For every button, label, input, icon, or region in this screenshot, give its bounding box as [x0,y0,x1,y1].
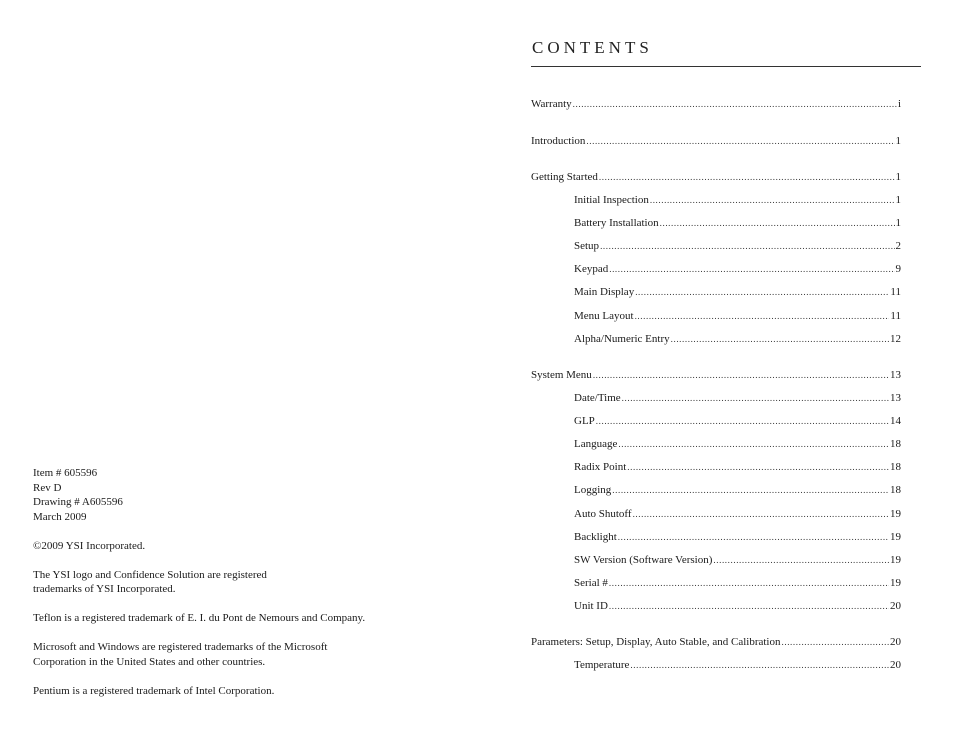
toc-entry-label: Date/Time [574,392,621,404]
toc-entry-label: Parameters: Setup, Display, Auto Stable, and Calibration [531,636,781,648]
contents-heading: CONTENTS [532,38,653,57]
toc-entry[interactable] [574,310,901,324]
toc-dot-leader [622,393,889,403]
toc-dot-leader [573,99,897,109]
document-info [33,466,433,524]
toc-entry-label: Menu Layout [574,310,634,322]
toc-entry-label: Logging [574,484,612,496]
publication-date: March 2009 [33,510,87,523]
toc-entry[interactable] [531,636,901,650]
toc-entry[interactable] [574,415,901,429]
toc-entry-page: 20 [890,636,901,648]
toc-entry-page: 2 [895,240,901,252]
toc-entry-page: 18 [890,484,901,496]
copyright-notice: ©2009 YSI Incorporated. [33,539,146,552]
toc-dot-leader [782,637,890,647]
toc-entry[interactable] [531,171,901,185]
toc-dot-leader [600,241,894,251]
copyright-block [33,466,433,698]
toc-entry-label: Main Display [574,286,635,298]
toc-entry[interactable] [574,600,901,614]
toc-entry-label: Auto Shutoff [574,508,632,520]
toc-entry-label: SW Version (Software Version) [574,554,713,566]
toc-entry[interactable] [574,333,901,347]
microsoft-trademark-notice: Microsoft and Windows are registered trademarks of the Microsoft Corporation in the United States and other countries. [33,641,328,668]
toc-entry-label: Initial Inspection [574,194,649,206]
toc-entry[interactable] [574,392,901,406]
toc-entry[interactable] [531,135,901,149]
toc-entry-page: 11 [890,310,901,322]
toc-entry-page: 11 [890,286,901,298]
toc-dot-leader [635,311,890,321]
toc-entry-page: 9 [895,263,901,275]
revision: Rev D [33,481,62,494]
toc-entry-label: Introduction [531,135,586,147]
toc-entry-label: Language [574,438,618,450]
ysi-trademark-notice: The YSI logo and Confidence Solution are registered trademarks of YSI Incorporated. [33,568,267,595]
toc-entry[interactable] [574,531,901,545]
toc-entry[interactable] [531,98,901,112]
toc-entry-label: Getting Started [531,171,598,183]
toc-entry[interactable] [574,577,901,591]
toc-entry-page: 14 [890,415,901,427]
teflon-trademark-notice: Teflon is a registered trademark of E. I. du Pont de Nemours and Company. [33,612,366,624]
toc-entry-page: 19 [890,577,901,589]
toc-entry[interactable] [574,286,901,300]
toc-entry-page: i [897,98,901,110]
toc-entry[interactable] [574,438,901,452]
toc-entry-label: Backlight [574,531,617,543]
toc-dot-leader [609,601,889,611]
toc-dot-leader [609,264,894,274]
heading-rule [531,66,921,67]
toc-entry-page: 12 [890,333,901,345]
toc-entry[interactable] [574,263,901,277]
toc-entry[interactable] [574,484,901,498]
toc-dot-leader [618,439,889,449]
toc-dot-leader [612,485,889,495]
toc-dot-leader [660,218,895,228]
item-number: Item # 605596 [33,467,98,479]
toc-entry-page: 19 [890,554,901,566]
toc-entry-label: Temperature [574,659,630,671]
toc-entry[interactable] [574,659,901,673]
toc-entry-page: 13 [890,369,901,381]
pentium-trademark-notice: Pentium is a registered trademark of Intel Corporation. [33,684,275,697]
toc-entry-label: Battery Installation [574,217,659,229]
toc-dot-leader [586,136,894,146]
toc-dot-leader [650,195,895,205]
toc-entry-label: Unit ID [574,600,608,612]
toc-entry-page: 20 [890,600,901,612]
toc-dot-leader [593,370,889,380]
toc-entry-page: 20 [890,659,901,671]
toc-entry[interactable] [574,554,901,568]
toc-entry-label: System Menu [531,369,592,381]
toc-dot-leader [630,660,889,670]
toc-dot-leader [609,578,889,588]
toc-dot-leader [627,462,889,472]
table-of-contents [531,38,921,67]
toc-entry-page: 1 [895,194,901,206]
toc-entry-page: 19 [890,508,901,520]
toc-entry-page: 1 [895,135,901,147]
toc-entry[interactable] [574,217,901,231]
toc-dot-leader [713,555,889,565]
toc-dot-leader [618,532,889,542]
toc-entry[interactable] [531,369,901,383]
toc-entry-page: 18 [890,461,901,473]
toc-dot-leader [633,509,889,519]
toc-entry-label: Alpha/Numeric Entry [574,333,670,345]
toc-entry-label: Keypad [574,263,609,275]
toc-dot-leader [635,287,889,297]
toc-entry-page: 13 [890,392,901,404]
toc-entry-page: 1 [895,171,901,183]
toc-entry[interactable] [574,194,901,208]
toc-entry-label: Serial # [574,577,608,589]
toc-dot-leader [596,416,889,426]
toc-entry[interactable] [574,508,901,522]
toc-entry[interactable] [574,240,901,254]
toc-dot-leader [671,334,889,344]
toc-entry-label: Setup [574,240,600,252]
toc-dot-leader [599,172,895,182]
toc-entry-label: GLP [574,415,595,427]
toc-entry-page: 19 [890,531,901,543]
toc-entry-label: Warranty [531,98,572,110]
toc-entry-page: 1 [895,217,901,229]
toc-entry[interactable] [574,461,901,475]
drawing-number: Drawing # A605596 [33,496,123,508]
toc-entry-label: Radix Point [574,461,627,473]
toc-entry-page: 18 [890,438,901,450]
